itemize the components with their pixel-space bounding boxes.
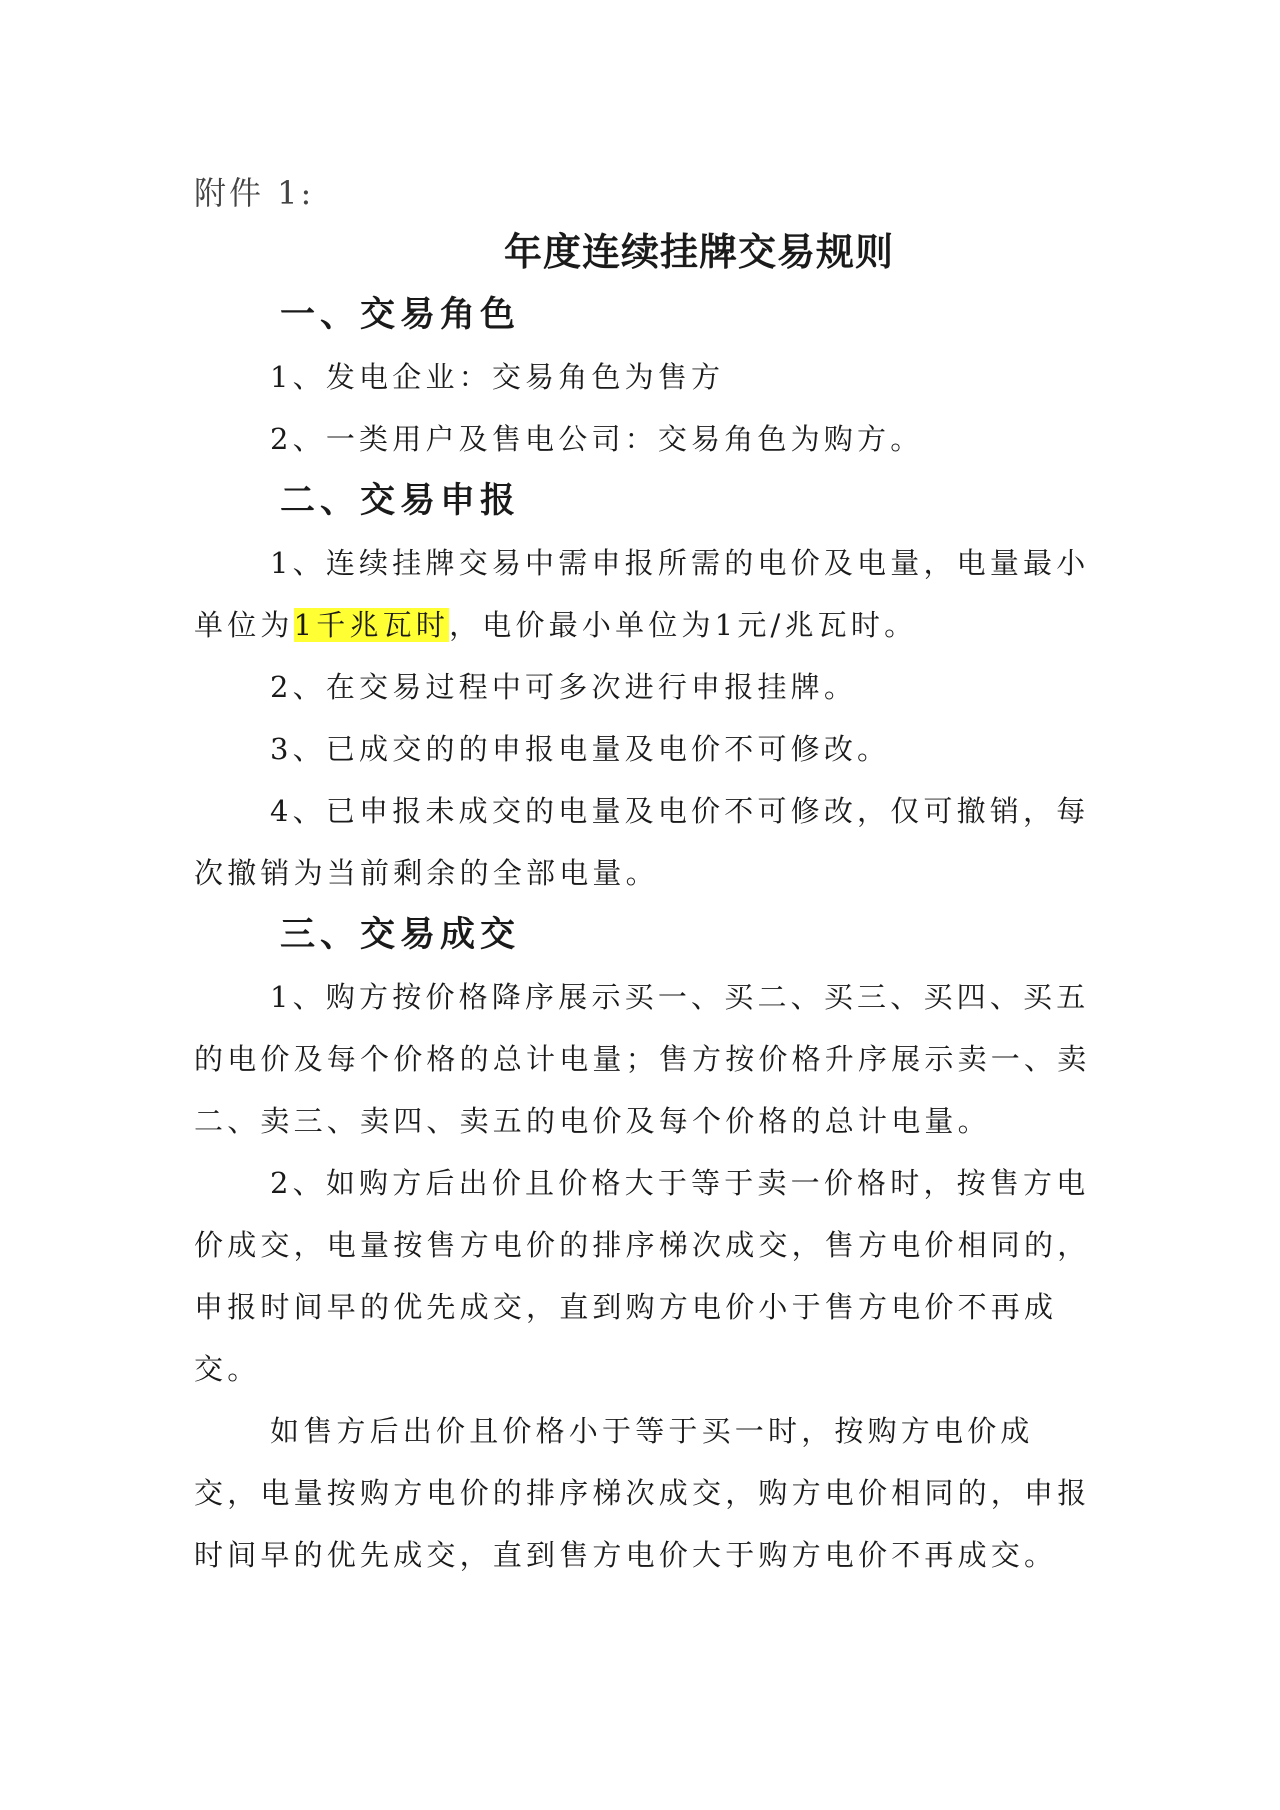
paragraph: 2、如购方后出价且价格大于等于卖一价格时，按售方电价成交，电量按售方电价的排序梯次成交，售方电价相同的，申报时间早的优先成交，直到购方电价小于售方电价不再成交。 (194, 1166, 1091, 1386)
paragraph: 4、已申报未成交的电量及电价不可修改，仅可撤销，每次撤销为当前剩余的全部电量。 (194, 794, 1090, 890)
section-heading-declaration: 二、交易申报 (280, 481, 521, 521)
paragraph: 2、在交易过程中可多次进行申报挂牌。 (270, 670, 858, 704)
document-body (194, 166, 1094, 1586)
paragraph (194, 532, 1094, 656)
paragraph: 1、购方按价格降序展示买一、买二、买三、买四、买五的电价及每个价格的总计电量；售方按价格升序展示卖一、卖二、卖三、卖四、卖五的电价及每个价格的总计电量。 (194, 980, 1091, 1138)
attachment-label: 附件 1: (194, 174, 315, 212)
paragraph-text: 1、连续挂牌交易中需申报所需的电价及电量，电量最小单位为 (194, 546, 1090, 642)
section-heading-settlement: 三、交易成交 (280, 915, 521, 955)
paragraph: 1、发电企业：交易角色为售方 (270, 360, 725, 394)
section-heading-roles: 一、交易角色 (280, 295, 521, 335)
highlighted-text: 1千兆瓦时 (293, 608, 450, 642)
document-title: 年度连续挂牌交易规则 (503, 230, 894, 274)
paragraph: 3、已成交的的申报电量及电价不可修改。 (270, 732, 891, 766)
paragraph: 2、一类用户及售电公司：交易角色为购方。 (270, 422, 924, 456)
paragraph-text: ，电价最小单位为1元/兆瓦时。 (449, 608, 918, 642)
paragraph: 如售方后出价且价格小于等于买一时，按购方电价成交，电量按购方电价的排序梯次成交，购方电价相同的，申报时间早的优先成交，直到售方电价大于购方电价不再成交。 (194, 1414, 1091, 1572)
